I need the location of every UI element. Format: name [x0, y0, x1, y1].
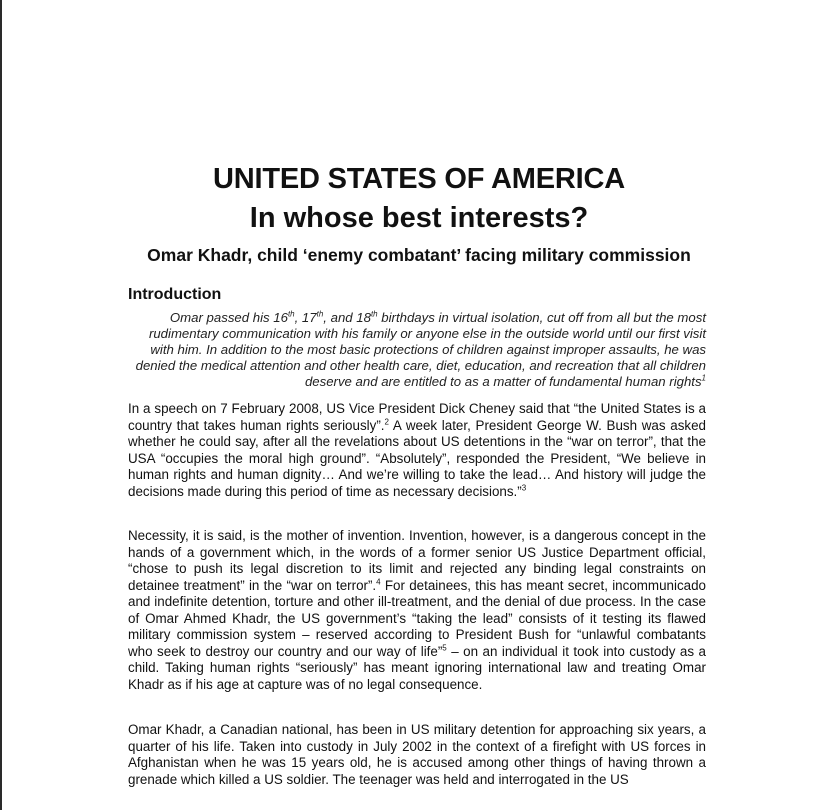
paragraph-text: For detainees, this has meant secret, incommunicado and indefinite detention, torture and other ill-treatment, and the denial of due process. In the case of Omar Ahmed Khadr, the US government’s “taking the lead” consists of it testing its flawed military commission system – reserved according to President Bush for “unlawful combatants who seek to destroy our country and our way of life” [128, 577, 706, 659]
document-subtitle: Omar Khadr, child ‘enemy combatant’ facing military commission [147, 245, 691, 265]
footnote-ref-1[interactable]: 1 [701, 373, 706, 383]
paragraph-text: In a speech on 7 February 2008, US Vice President Dick Cheney said that “the United States is a country that takes human rights seriously”. [128, 401, 706, 433]
footnote-mark: th [287, 309, 295, 319]
document-page[interactable] [2, 0, 828, 810]
footnote-ref-5[interactable]: 5 [442, 643, 447, 653]
epigraph-text: Omar passed his 16 [169, 310, 288, 325]
epigraph-text: , 17 [294, 310, 317, 325]
document-title-line2: In whose best interests? [249, 202, 589, 234]
section-heading: Introduction [128, 286, 222, 303]
paragraph-text: – on an individual it took into custody as a child. Taking human rights “seriously” has meant ignoring international law and treating Omar Khadr as if his age at capture was of no legal consequence. [128, 643, 706, 692]
footnote-mark: th [370, 309, 378, 319]
footnote-ref-3[interactable]: 3 [521, 483, 527, 493]
document-title-line1: UNITED STATES OF AMERICA [213, 163, 625, 195]
paragraph-text: A week later, President George W. Bush was asked whether he could say, after all the revelations about US detentions in the “war on terror”, that the USA “occupies the moral high ground”. “Absolutely”, responded the President, “We believe in human rights and human dignity… And we’re willing to take the lead… And history will judge the decisions made during this period of time as necessary decisions.” [128, 417, 706, 499]
footnote-ref-2[interactable]: 2 [384, 417, 389, 427]
body-paragraph-3: Omar Khadr, a Canadian national, has been in US military detention for approaching six years, a quarter of his life. Taken into custody in July 2002 in the context of a firefight with US forces in Afghanistan when he was 15 years old, he is accused among other things of having thrown a grenade which killed a US soldier. The teenager was held and interrogated in the US [128, 722, 706, 787]
footnote-mark: th [316, 309, 324, 319]
epigraph-text: birthdays in virtual isolation, cut off from all but the most rudimentary communication with his family or anyone else in the outside world until our first visit with him. In addition to the most basic protections of children against improper assaults, he was denied the medical attention and other health care, diet, education, and recreation that all children deserve and are entitled to as a matter of fundamental human rights [135, 310, 706, 389]
epigraph-quote [128, 310, 706, 390]
epigraph-text: , and 18 [323, 310, 371, 325]
paragraph-text: Necessity, it is said, is the mother of invention. Invention, however, is a dangerous concept in the hands of a government which, in the words of a former senior US Justice Department official, “chose to push its legal discretion to its limit and rejected any binding legal constraints on detainee treatment” in the “war on terror”. [128, 528, 706, 593]
footnote-ref-4[interactable]: 4 [376, 577, 381, 587]
body-paragraph-1 [128, 401, 706, 500]
body-paragraph-2 [128, 528, 706, 693]
